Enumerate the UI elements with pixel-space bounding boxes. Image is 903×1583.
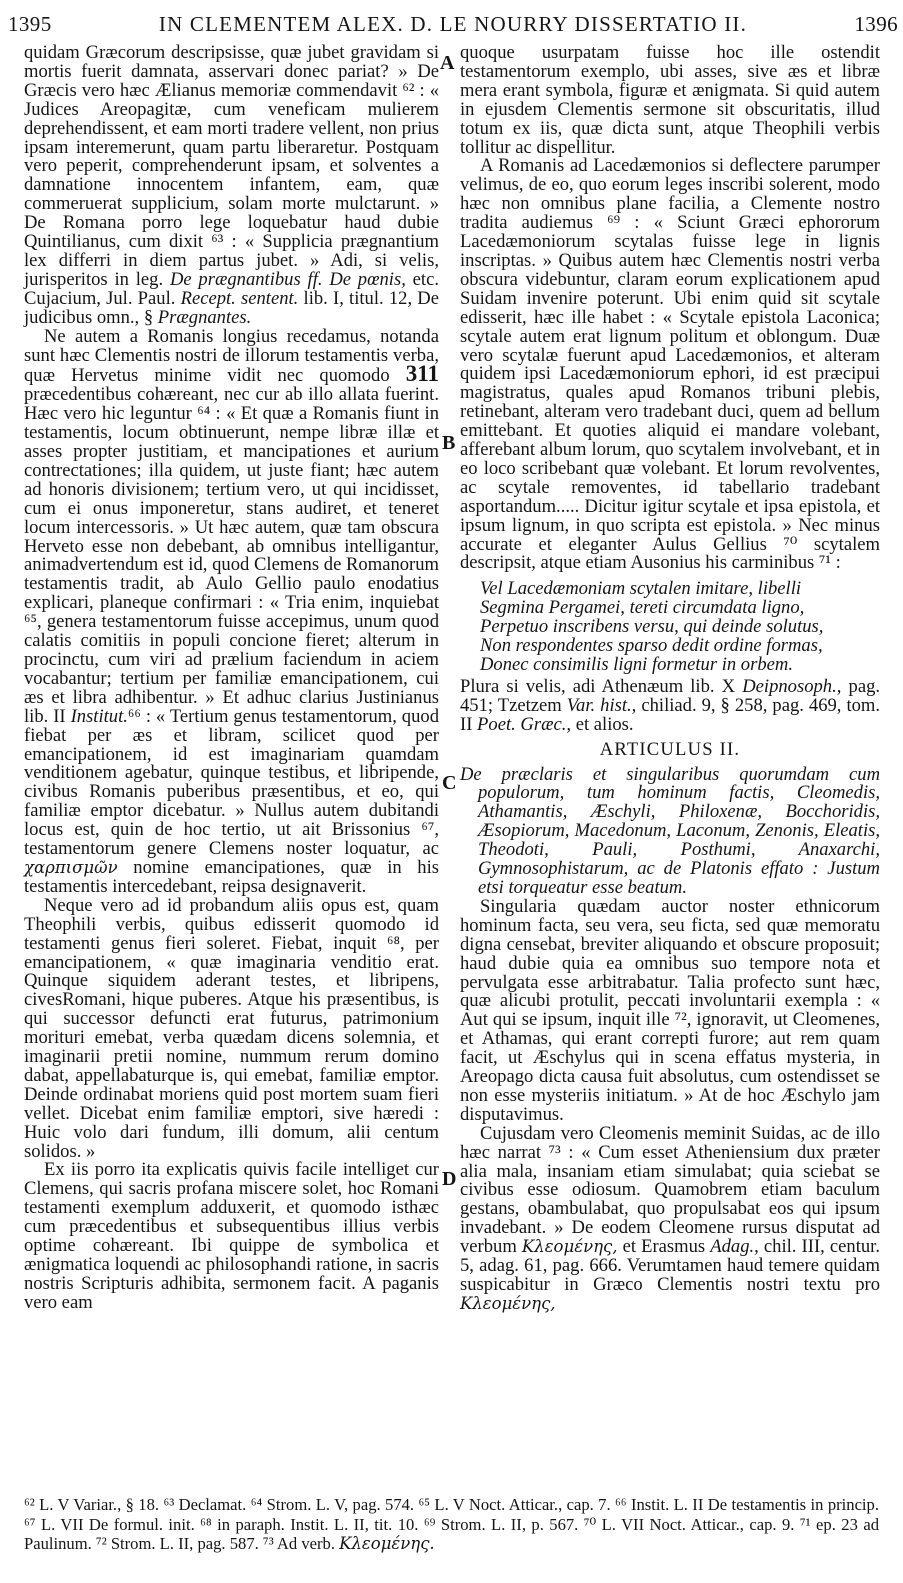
text-run: Deipnosoph., bbox=[742, 675, 842, 697]
footnotes bbox=[24, 1495, 879, 1554]
column-number: 311 bbox=[405, 361, 439, 387]
verse-line: Vel Lacedæmoniam scytalen imitare, libelli bbox=[480, 578, 802, 600]
paragraph bbox=[460, 1122, 880, 1314]
running-title: IN CLEMENTEM ALEX. D. LE NOURRY DISSERTATIO II. bbox=[158, 12, 748, 36]
right-column bbox=[460, 44, 880, 1314]
page-number-right: 1396 bbox=[854, 12, 898, 36]
text-run: χαρπισμῶν bbox=[24, 857, 118, 877]
text-run: Κλεομένης. bbox=[339, 1534, 435, 1553]
page-number-left: 1395 bbox=[8, 12, 52, 36]
left-column bbox=[24, 44, 439, 1313]
text-run: Adag., bbox=[710, 1236, 759, 1258]
verse-line: Donec consimilis ligni formetur in orbem. bbox=[480, 654, 793, 675]
text-run: Κλεομένης, bbox=[521, 1237, 618, 1257]
text-run: præcedentibus cohæreant, nec cur ab illo allata fuerint. Hæc vero hic leguntur ⁶⁴ : « Et quæ a Romanis fiunt in testamentis, locum obtinuerunt, nempe libræ illæ et asses propter justitiam, et mancipationes et aurium contrectationes; illa quidem, ut juste fiant; hæc autem ad honoris divisionem; tertium vero, ut qui incidisset, cum ei onus imponeretur, stans audiret, et teneret locum intercessoris. » Ut hæc autem, quæ tam obscura Herveto esse non debebant, ab omnibus intelligantur, animadvertendum est id, quod Clemens de Romanorum testamentis tradit, ab Aulo Gellio paulo enodatius explicari, planeque confirmari : « Tria enim, inquiebat ⁶⁵, genera testamentorum fuisse accepimus, unum quod calatis comitiis in populi concione fieret; alterum in procinctu, cum viri ad prælium faciendum in aciem vocabantur; tertium per familiæ emancipationem, cui æs et libra adhibentur. » Et adhuc clarius Justinianus lib. II bbox=[24, 384, 439, 727]
text-run: ⁶² L. V Variar., § 18. ⁶³ Declamat. ⁶⁴ Strom. L. V, pag. 574. ⁶⁵ L. V Noct. Atticar., cap. 7. ⁶⁶ Instit. L. II De testamentis in princip. ⁶⁷ L. VII De formul. init. ⁶⁸ in paraph. Instit. L. II, tit. 10. ⁶⁹ Strom. L. II, p. 567. ⁷⁰ L. VII Noct. Atticar., cap. 9. ⁷¹ ep. 23 ad Paulinum. ⁷² Strom. L. II, pag. 587. ⁷³ Ad verb. bbox=[24, 1495, 879, 1553]
text-run: pag. 451; Tzetzem bbox=[460, 675, 881, 716]
text-run: et alios. bbox=[575, 713, 634, 735]
margin-letter-d: D bbox=[442, 1168, 457, 1190]
margin-letter-a: A bbox=[440, 52, 455, 74]
paragraph: Ex iis porro ita explicatis quivis facile intelliget cur Clemens, qui sacris profana miscere solet, hoc Romani testamenti exemplum adduxerit, et quomodo isthæc cum præcedentibus et subsequentibus illius verbis optime cohæreant. Ibi quippe de symbolica et ænigmatica loquendi ac philosophandi ratione, in sacris nostris Scripturis adhibita, sermonem facit. A paganis vero eam bbox=[24, 1159, 439, 1313]
margin-letter-b: B bbox=[442, 432, 456, 454]
running-header bbox=[8, 12, 898, 42]
text-run: Cujusdam vero Cleomenis meminit Suidas, ac de illo hæc narrat ⁷³ : « Cum esset Atheniensium dux præter alia mala, insaniam etiam simulabat; quia sciebat se civibus esse odiosum. Quamobrem etiam baculum gestans, obambulabat, quo propulsabat eos qui ipsum invadebant. » De eodem Cleomene rursus disputat ad verbum bbox=[460, 1122, 880, 1258]
text-run: Institut. bbox=[70, 705, 128, 727]
verse-line: Perpetuo inscribens versu, qui deinde solutus, bbox=[480, 616, 824, 638]
text-run: lib. I, titul. 12, De judicibus omn., § bbox=[24, 287, 439, 328]
text-run: chil. III, centur. 5, adag. 61, pag. 666. Verumtamen haud temere quidam suspicabitur in Græco Clementis nostri textu pro bbox=[460, 1236, 880, 1295]
text-run: Poet. Græc., bbox=[477, 713, 572, 735]
text-run: Prægnantes. bbox=[157, 306, 252, 328]
text-run: nomine emancipationes, quæ in his testamentis intercedebant, reipsa designaverit. bbox=[24, 856, 439, 897]
text-run: chiliad. 9, § 258, pag. 469, tom. II bbox=[460, 694, 881, 735]
text-run: Plura si velis, adi Athenæum lib. X bbox=[460, 675, 736, 697]
text-run: Ne autem a Romanis longius recedamus, notanda sunt hæc Clementis nostri de illorum testamentis verba, quæ Hervetus minime vidit nec quomodo bbox=[24, 325, 439, 387]
margin-letter-c: C bbox=[442, 772, 457, 794]
text-run: Recept. sentent. bbox=[180, 287, 299, 309]
article-heading: ARTICULUS II. bbox=[599, 738, 741, 760]
paragraph: Neque vero ad id probandum aliis opus est, quam Theophili verbis, quibus edisserit quomodo id testamenti genus fieri soleret. Fiebat, inquit ⁶⁸, per emancipationem, « quæ imaginaria venditio erat. Quinque siquidem aderant testes, et libripens, civesRomani, hique puberes. Atque his præsentibus, is qui successor defuncti erat futurus, patrimonium morituri emebat, verba quædam dicens solemnia, et imaginarii pretii nomine, nummum rerum domino dabat, appellabaturque is, qui emebat, familiæ emptor. Deinde ordinabat moriens quid post mortem suam fieri vellet. Dicebat enim familiæ emptori, sive hæredi : Huic volo dari fundum, illi domum, alii centum solidos. » bbox=[24, 894, 439, 1162]
text-run: De prægnantibus ff. De pœnis, bbox=[169, 268, 406, 290]
text-run: ⁶⁶ : « Tertium genus testamentorum, quod fiebat per æs et libram, scilicet quod per emancipationem, id est imaginariam quamdam venditionem agebatur, quinque testibus, et libripende, civibus Romanis puberibus præsentibus, et eo, qui familiæ emptor dicebatur. » Nullus autem dubitandi locus est, quin de hoc tertio, ut ait Brissonius ⁶⁷, testamentorum genere Clemens noster loquatur, ac bbox=[24, 705, 439, 860]
paragraph bbox=[460, 675, 881, 735]
paragraph: Singularia quædam auctor noster ethnicorum hominum facta, seu vera, seu ficta, sed quæ memoratu digna censebat, breviter aliquando et obscure proposuit; haud dubie quia ea omnibus suo tempore nota et pervulgata esse arbitrabatur. Talia profecto sunt hæc, quæ alicubi protulit, peccati involuntarii exempla : « Aut qui se ipsum, inquit ille ⁷², ignoravit, ut Cleomenes, et Athamas, qui erant correpti furore; aut rem quam facit, ut Æschylus qui in scena effatus mysteria, in Areopago dicta causa fuit absolutus, cum ostendisset se non esse mysteriis initiatum. » At de hoc Æschylo jam disputavimus. bbox=[460, 895, 880, 1125]
text-run: quidam Græcorum descripsisse, quæ jubet gravidam si mortis fuerit damnata, asservari donec pariat? » De Græcis vero hæc Ælianus memoriæ commendavit ⁶² : « Judices Areopagitæ, cum veneficam mulierem deprehendissent, et eam morti tradere vellent, non prius ipsam interemerunt, quam partu liberaretur. Postquam vero peperit, comprehenderunt ipsam, et solventes a damnatione innocentem infantem, eam, quæ commeruerat supplicium, solam morte mulctarunt. » De Romana porro lege loquebatur haud dubie Quintilianus, cum dixit ⁶³ : « Supplicia prægnantium lex differri in diem partus jubet. » Adi, si velis, jurisperitos in leg. bbox=[24, 42, 439, 290]
text-run: Var. hist., bbox=[566, 694, 637, 716]
article-summary: De præclaris et singularibus quorumdam cum populorum, tum hominum factis, Cleomedis, Athamantis, Æschyli, Philoxenæ, Bocchoridis, Æsopiorum, Macedonum, Laconum, Zenonis, Eleatis, Theodoti, Pauli, Posthumi, Anaxarchi, Gymnosophistarum, ac de Platonis effato : Justum etsi torqueatur esse beatum. bbox=[460, 763, 880, 898]
paragraph: A Romanis ad Lacedæmonios si deflectere parumper velimus, de eo, quo eorum leges inscribi solerent, modo hæc non omnibus plane facilia, a Clemente nostro tradita audiemus ⁶⁹ : « Sciunt Græci ephororum Lacedæmoniorum scytalas fuisse lege in lignis inscriptas. » Quibus autem hæc Clementis nostri verba obscura videbuntur, claram eorum explicationem apud Suidam invenire poterunt. Ubi enim quid sit scytale edisserit, hæc ille habet : « Scytale epistola Laconica; scytale autem erat lignum politum et oblongum. Duæ vero scytalæ fuerunt apud Lacedæmonios, et alteram quidem ipsi Lacedæmoniorum ephori, id est præcipui magistratus, quales apud Romanos tribuni plebis, retinebant, alteram vero tradebant duci, quem ad bellum emittebant. Et quoties aliquid ei mandare volebant, afferebant album lorum, quo scytalem involvebant, et in eo loco scribebant quæ volebant. Et lorum revolventes, ac scytale removentes, id tabellario tradebant asportandum..... Dicitur igitur scytale et ipsa epistola, et ipsum lignum, in quo scripta est epistola. » Nec minus accurate et eleganter Aulus Gellius ⁷⁰ scytalem descripsit, atque etiam Ausonius his carminibus ⁷¹ : bbox=[460, 155, 880, 574]
paragraph bbox=[24, 325, 439, 897]
footnote-text bbox=[24, 1495, 879, 1554]
text-run: et Erasmus bbox=[622, 1236, 706, 1258]
verse-quotation bbox=[480, 580, 880, 675]
paragraph: quoque usurpatam fuisse hoc ille ostendit testamentorum exemplo, ubi asses, sive æs et libræ mera erant symbola, figuræ et ænigmata. Si quid autem in ejusdem Clementis sermone sit obscuritatis, illud totum ex iis, quæ dicta sunt, atque Theophili verbis tollitur ac dispellitur. bbox=[460, 42, 880, 158]
verse-line: Non respondentes sparso dedit ordine formas, bbox=[480, 635, 823, 657]
verse-line: Segmina Pergamei, tereti circumdata ligno, bbox=[480, 597, 805, 619]
text-run: Κλεομένης, bbox=[460, 1293, 556, 1313]
text-run: etc. Cujacium, Jul. Paul. bbox=[24, 268, 439, 309]
paragraph bbox=[24, 44, 439, 328]
